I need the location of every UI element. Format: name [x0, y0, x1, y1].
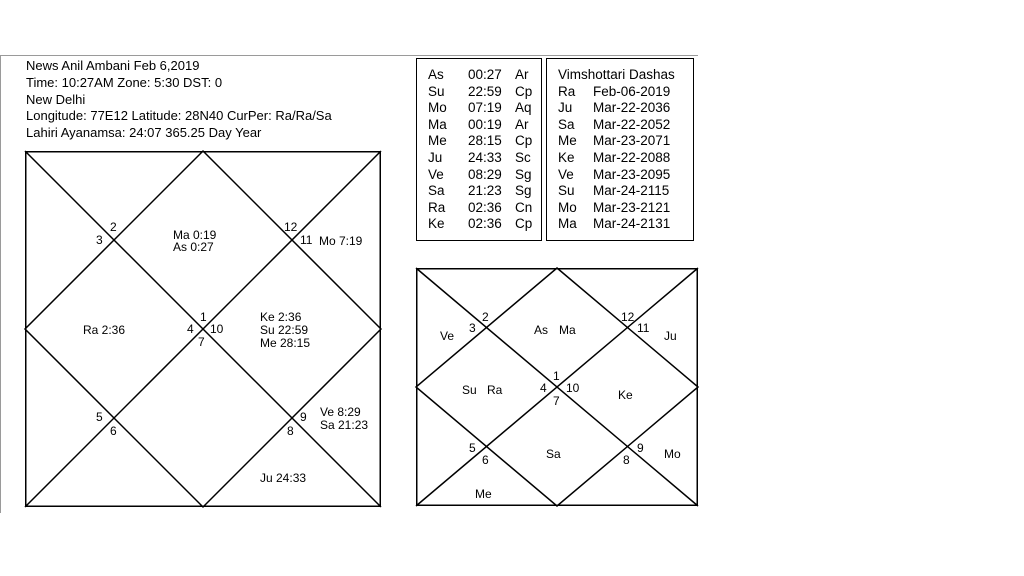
dasha-planet: Ke	[558, 150, 575, 165]
position-sign: Sg	[515, 183, 532, 199]
navamsa-house-number: 2	[482, 310, 489, 324]
rasi-house-number: 1	[200, 310, 207, 324]
dasha-planet: Me	[558, 133, 577, 149]
rasi-planet-label: Ke 2:36	[260, 310, 302, 324]
dasha-date: Mar-23-2071	[593, 133, 671, 149]
position-sign: Ar	[515, 116, 529, 132]
navamsa-planet-label: Su	[462, 383, 477, 397]
rasi-planet-label: Me 28:15	[260, 336, 311, 350]
rasi-house-number: 7	[198, 335, 205, 349]
dasha-planet: Su	[558, 183, 575, 199]
rasi-planet-label: Ra 2:36	[83, 323, 126, 337]
position-planet: Mo	[428, 100, 447, 116]
rasi-house-number: 10	[210, 322, 224, 336]
position-deg: 08:29	[468, 166, 502, 182]
position-deg: 22:59	[468, 83, 502, 99]
navamsa-house-number: 6	[482, 453, 489, 467]
navamsa-planet-label: Ma	[559, 323, 576, 337]
position-planet: Me	[428, 133, 447, 149]
navamsa-planet-label: Ra	[487, 383, 503, 397]
navamsa-house-number: 4	[540, 381, 547, 395]
dasha-date: Feb-06-2019	[593, 83, 671, 99]
dasha-date: Mar-22-2036	[593, 100, 671, 116]
dasha-planet: Ju	[558, 100, 573, 116]
position-deg: 24:33	[468, 150, 502, 165]
navamsa-planet-label: Ju	[664, 329, 677, 343]
position-sign: Cp	[515, 83, 533, 99]
position-sign: Sg	[515, 166, 532, 182]
dasha-planet: Ma	[558, 216, 577, 232]
rasi-house-number: 8	[287, 424, 294, 438]
navamsa-planet-label: Ke	[618, 388, 633, 402]
header-line-5: Lahiri Ayanamsa: 24:07 365.25 Day Year	[26, 125, 262, 140]
dasha-date: Mar-23-2121	[593, 199, 671, 215]
rasi-house-number: 2	[110, 220, 117, 234]
position-planet: Sa	[428, 183, 445, 199]
dashas-table	[546, 58, 694, 241]
navamsa-house-number: 3	[469, 321, 476, 335]
navamsa-house-number: 8	[623, 453, 630, 467]
dashas-title: Vimshottari Dashas	[558, 67, 675, 82]
position-sign: Ar	[515, 67, 529, 82]
header-line-3: New Delhi	[26, 92, 86, 107]
navamsa-house-number: 11	[637, 321, 650, 335]
rasi-house-number: 6	[110, 424, 117, 438]
position-planet: Ra	[428, 199, 446, 215]
position-deg: 02:36	[468, 216, 502, 232]
rasi-planet-label: Mo 7:19	[319, 234, 363, 248]
position-planet: Ke	[428, 216, 445, 232]
position-planet: As	[428, 67, 444, 82]
position-deg: 28:15	[468, 133, 502, 149]
rasi-house-number: 3	[96, 233, 103, 247]
dasha-date: Mar-23-2095	[593, 166, 671, 182]
dasha-date: Mar-22-2088	[593, 150, 671, 165]
dasha-planet: Ve	[558, 166, 574, 182]
dasha-planet: Mo	[558, 199, 577, 215]
rasi-planet-label: Ve 8:29	[320, 405, 361, 419]
position-planet: Ju	[428, 150, 443, 165]
position-deg: 07:19	[468, 100, 502, 116]
navamsa-planet-label: Mo	[664, 447, 681, 461]
position-planet: Ve	[428, 166, 444, 182]
rasi-house-number: 9	[300, 410, 307, 424]
position-deg: 00:27	[468, 67, 502, 82]
header-line-2: Time: 10:27AM Zone: 5:30 DST: 0	[26, 75, 223, 90]
rasi-house-number: 11	[300, 233, 313, 247]
position-sign: Cn	[515, 199, 533, 215]
dasha-planet: Ra	[558, 83, 576, 99]
navamsa-planet-label: Me	[475, 487, 492, 501]
navamsa-house-number: 12	[621, 310, 635, 324]
rasi-house-number: 12	[284, 220, 298, 234]
rasi-planet-label: Ju 24:33	[260, 471, 307, 485]
position-sign: Sc	[515, 150, 531, 165]
rasi-planet-label: As 0:27	[173, 240, 214, 254]
position-sign: Cp	[515, 133, 533, 149]
dasha-date: Mar-22-2052	[593, 116, 671, 132]
position-deg: 02:36	[468, 199, 502, 215]
position-planet: Su	[428, 83, 445, 99]
rasi-house-number: 4	[187, 322, 194, 336]
dasha-date: Mar-24-2131	[593, 216, 671, 232]
navamsa-house-number: 9	[637, 441, 644, 455]
navamsa-planet-label: Sa	[546, 447, 561, 461]
position-deg: 00:19	[468, 116, 502, 132]
header-line-1: News Anil Ambani Feb 6,2019	[26, 58, 200, 73]
frame-top-line	[0, 55, 698, 56]
position-deg: 21:23	[468, 183, 502, 199]
navamsa-chart	[416, 268, 698, 506]
frame-left-line	[0, 55, 1, 513]
position-sign: Cp	[515, 216, 533, 232]
rasi-chart	[25, 151, 381, 507]
positions-table	[416, 58, 542, 241]
navamsa-house-number: 10	[566, 381, 580, 395]
rasi-planet-label: Sa 21:23	[320, 418, 369, 432]
header-line-4: Longitude: 77E12 Latitude: 28N40 CurPer: Ra/Ra/Sa	[26, 108, 332, 123]
rasi-house-number: 5	[96, 410, 103, 424]
rasi-planet-label: Ma 0:19	[173, 228, 217, 242]
navamsa-house-number: 7	[553, 394, 560, 408]
dasha-planet: Sa	[558, 116, 575, 132]
navamsa-house-number: 5	[469, 441, 476, 455]
navamsa-planet-label: Ve	[440, 329, 455, 343]
navamsa-house-number: 1	[553, 369, 560, 383]
position-sign: Aq	[515, 100, 532, 116]
dasha-date: Mar-24-2115	[593, 183, 670, 199]
navamsa-planet-label: As	[534, 323, 549, 337]
position-planet: Ma	[428, 116, 447, 132]
rasi-planet-label: Su 22:59	[260, 323, 309, 337]
